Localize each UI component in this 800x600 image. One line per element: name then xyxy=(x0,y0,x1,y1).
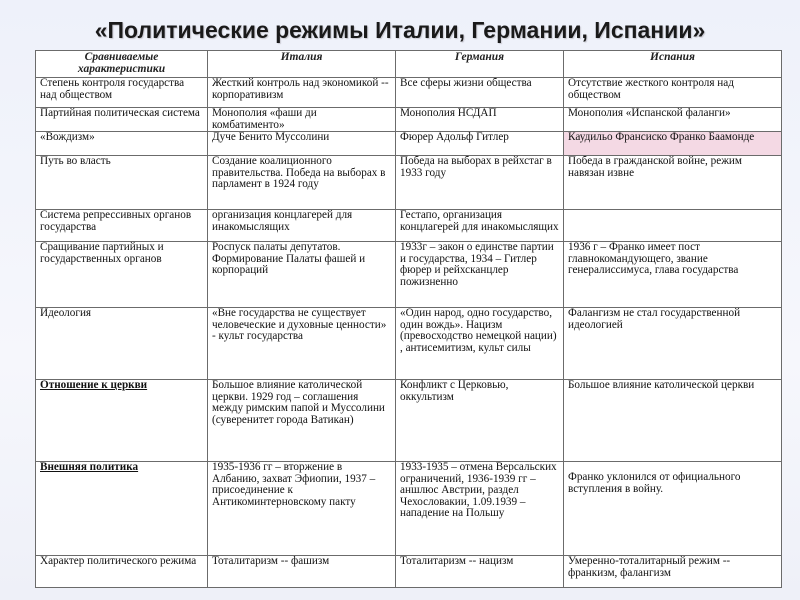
cell-spain xyxy=(564,210,782,242)
cell-germany: Гестапо, организация концлагерей для инакомыслящих xyxy=(396,210,564,242)
table-row xyxy=(36,78,782,108)
cell-germany: Фюрер Адольф Гитлер xyxy=(396,132,564,156)
header-italy: Италия xyxy=(208,51,396,78)
row-label: Система репрессивных органов государства xyxy=(36,210,208,242)
row-label: «Вождизм» xyxy=(36,132,208,156)
cell-italy: организация концлагерей для инакомыслящих xyxy=(208,210,396,242)
table-row xyxy=(36,156,782,210)
row-label: Сращивание партийных и государственных органов xyxy=(36,242,208,308)
row-label: Характер политического режима xyxy=(36,556,208,588)
cell-italy: Жесткий контроль над экономикой -- корпоративизм xyxy=(208,78,396,108)
cell-spain: Каудильо Франсиско Франко Баамонде xyxy=(564,132,782,156)
row-label: Степень контроля государства над обществом xyxy=(36,78,208,108)
cell-italy: Дуче Бенито Муссолини xyxy=(208,132,396,156)
cell-spain: 1936 г – Франко имеет пост главнокомандующего, звание генералиссимуса, глава государства xyxy=(564,242,782,308)
cell-germany: Все сферы жизни общества xyxy=(396,78,564,108)
row-label: Идеология xyxy=(36,308,208,380)
cell-germany: Конфликт с Церковью, оккультизм xyxy=(396,380,564,462)
table-row xyxy=(36,308,782,380)
row-label: Путь во власть xyxy=(36,156,208,210)
cell-germany: 1933-1935 – отмена Версальских ограничений, 1936-1939 гг – аншлюс Австрии, раздел Чехословакии, 1.09.1939 – нападение на Польшу xyxy=(396,462,564,556)
cell-spain: Большое влияние католической церкви xyxy=(564,380,782,462)
cell-germany: «Один народ, одно государство, один вождь». Нацизм (превосходство немецкой нации) , антисемитизм, культ силы xyxy=(396,308,564,380)
table-row xyxy=(36,108,782,132)
cell-spain: Монополия «Испанской фаланги» xyxy=(564,108,782,132)
row-label: Отношение к церкви xyxy=(36,380,208,462)
cell-italy: Большое влияние католической церкви. 1929 год – соглашения между римским папой и Муссолини (суверенитет города Ватикан) xyxy=(208,380,396,462)
cell-spain: Отсутствие жесткого контроля над обществом xyxy=(564,78,782,108)
header-spain: Испания xyxy=(564,51,782,78)
table-header-row xyxy=(36,51,782,78)
row-label: Внешняя политика xyxy=(36,462,208,556)
table-row xyxy=(36,462,782,556)
row-label: Партийная политическая система xyxy=(36,108,208,132)
cell-germany: Монополия НСДАП xyxy=(396,108,564,132)
table-row xyxy=(36,210,782,242)
cell-italy: 1935-1936 гг – вторжение в Албанию, захват Эфиопии, 1937 – присоединение к Антикоминтерновскому пакту xyxy=(208,462,396,556)
cell-spain: Умеренно-тоталитарный режим -- франкизм, фалангизм xyxy=(564,556,782,588)
cell-italy: Тоталитаризм -- фашизм xyxy=(208,556,396,588)
header-germany: Германия xyxy=(396,51,564,78)
cell-spain: Фалангизм не стал государственной идеологией xyxy=(564,308,782,380)
cell-spain: Победа в гражданской войне, режим навязан извне xyxy=(564,156,782,210)
cell-germany: 1933г – закон о единстве партии и государства, 1934 – Гитлер фюрер и рейхсканцлер пожизненно xyxy=(396,242,564,308)
slide-title: «Политические режимы Италии, Германии, Испании» xyxy=(94,17,706,43)
cell-germany: Тоталитаризм -- нацизм xyxy=(396,556,564,588)
cell-italy: Создание коалиционного правительства. Победа на выборах в парламент в 1924 году xyxy=(208,156,396,210)
header-characteristics: Сравниваемые характеристики xyxy=(36,51,208,78)
cell-italy: «Вне государства не существует человеческие и духовные ценности» - культ государства xyxy=(208,308,396,380)
table-row xyxy=(36,556,782,588)
cell-italy: Роспуск палаты депутатов. Формирование Палаты фашей и корпораций xyxy=(208,242,396,308)
table-row xyxy=(36,132,782,156)
cell-germany: Победа на выборах в рейхстаг в 1933 году xyxy=(396,156,564,210)
table-row xyxy=(36,242,782,308)
cell-italy: Монополия «фаши ди комбатименто» xyxy=(208,108,396,132)
cell-spain: Франко уклонился от официального вступления в войну. xyxy=(564,462,782,556)
comparison-table xyxy=(35,50,782,588)
table-row xyxy=(36,380,782,462)
